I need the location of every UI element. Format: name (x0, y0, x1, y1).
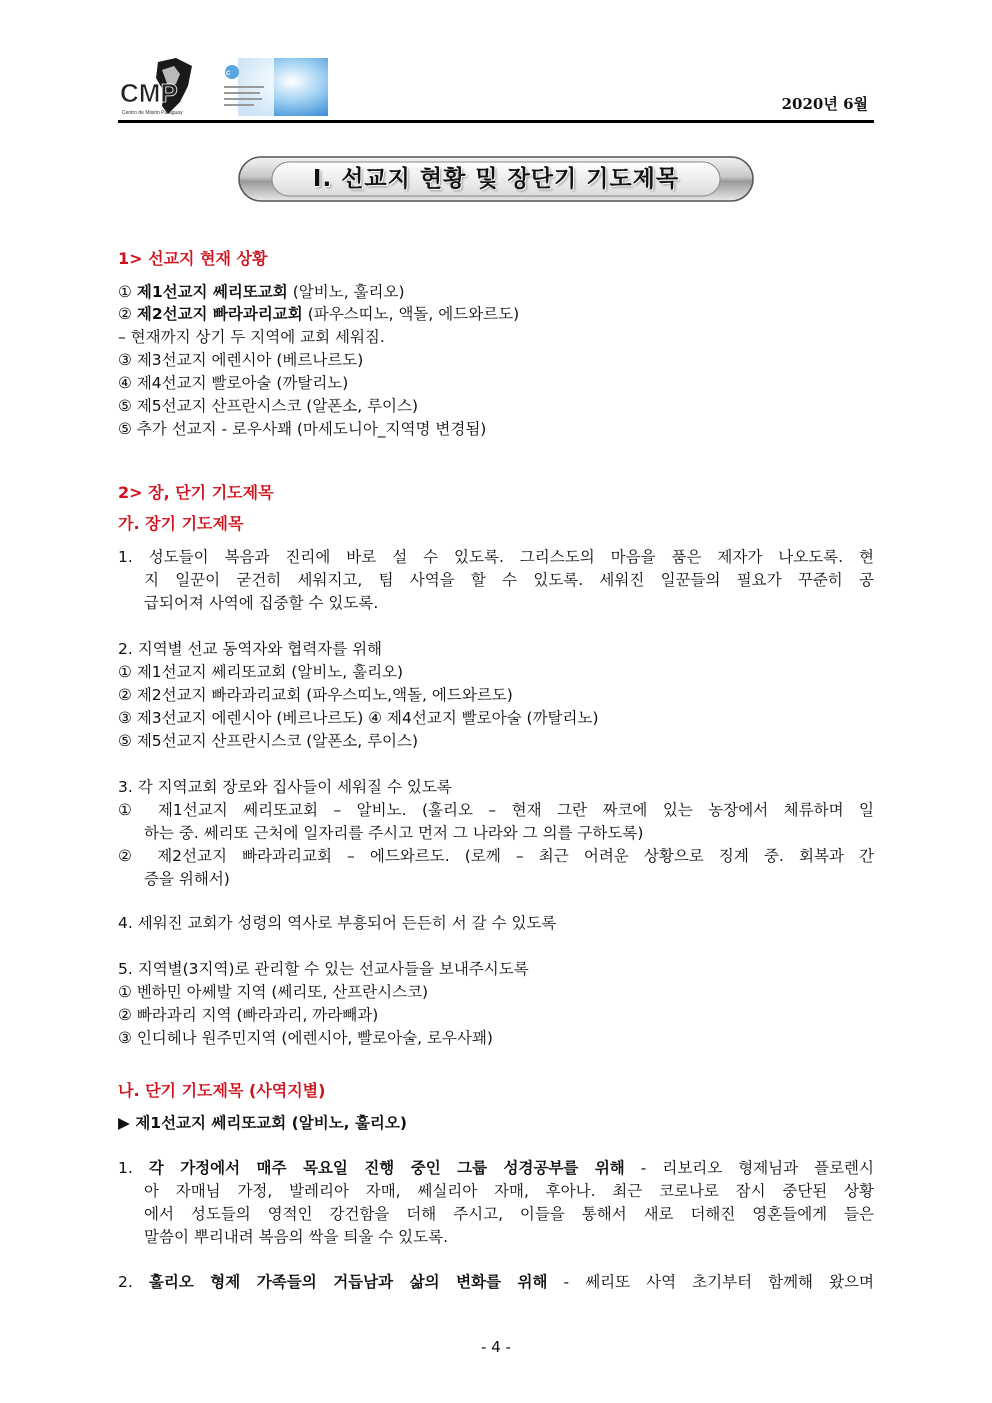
list-item: ③ 제3선교지 에렌시아 (베르나르도) (118, 351, 364, 369)
list-item: ③ 인디헤나 원주민지역 (에렌시아, 빨로아술, 로우사꽤) (118, 1029, 493, 1047)
paragraph-line: 5. 지역별(3지역)로 관리할 수 있는 선교사들을 보내주시도록 (118, 960, 529, 978)
list-item: 증을 위해서) (144, 870, 230, 888)
list-item: ② 제2선교지 빠라과리교회 – 에드와르도. (로께 – 최근 어려운 상황으로 징계 중. 회복과 간 (118, 847, 874, 865)
header-divider (118, 120, 874, 123)
subsection-short-term-heading: 나. 단기 기도제목 (사역지별) (118, 1081, 326, 1100)
page-header (118, 52, 874, 120)
svg-text:C: C (226, 71, 231, 77)
section-2-heading: 2> 장, 단기 기도제목 (118, 483, 274, 502)
paragraph-line: 2. 지역별 선교 동역자와 협력자를 위해 (118, 640, 383, 658)
list-item: ① 제1선교지 쎄리또교회 (알비노, 훌리오) (118, 283, 405, 301)
paragraph-line: 4. 세워진 교회가 성령의 역사로 부흥되어 든든히 서 갈 수 있도록 (118, 914, 557, 932)
paragraph-line: 급되어져 사역에 집중할 수 있도록. (144, 594, 379, 612)
paragraph-line: 지 일꾼이 굳건히 세워지고, 팀 사역을 할 수 있도록. 세워진 일꾼들의 필요가 꾸준히 공 (144, 571, 874, 589)
list-item: ⑤ 추가 선교지 - 로우사꽤 (마세도니아_지역명 변경됨) (118, 420, 487, 438)
subsection-long-term-heading: 가. 장기 기도제목 (118, 514, 244, 533)
ccmp-logo-icon (218, 58, 328, 116)
paragraph-line: 에서 성도들의 영적인 강건함을 더해 주시고, 이들을 통해서 새로 더해진 영혼들에게 들은 (144, 1205, 874, 1223)
list-item: ③ 제3선교지 에렌시아 (베르나르도) ④ 제4선교지 빨로아술 (까탈리노) (118, 709, 599, 727)
paragraph-line: 2. 훌리오 형제 가족들의 거듭남과 삶의 변화를 위해 - 쎄리또 사역 초기부터 함께해 왔으며 (118, 1273, 875, 1291)
list-item: ① 벤하민 아쎄발 지역 (쎄리또, 산프란시스코) (118, 983, 429, 1001)
header-date: 2020년 6월 (781, 95, 868, 113)
list-item: – 현재까지 상기 두 지역에 교회 세워짐. (118, 328, 385, 346)
list-item: ⑤ 제5선교지 산프란시스코 (알폰소, 루이스) (118, 732, 419, 750)
list-item: ① 제1선교지 쎄리또교회 – 알비노. (훌리오 – 현재 그란 짜코에 있는 농장에서 체류하며 일 (118, 801, 874, 819)
paragraph-line: 아 자매님 가정, 발레리아 자매, 쎄실리아 자매, 후아나. 최근 코로나로 잠시 중단된 상황 (144, 1182, 874, 1200)
svg-text:Centro de Misión Paraguay: Centro de Misión Paraguay (122, 110, 183, 116)
list-item: ② 제2선교지 빠라과리교회 (파우스띠노, 액돌, 에드와르도) (118, 305, 520, 323)
list-item: ④ 제4선교지 빨로아술 (까탈리노) (118, 374, 349, 392)
page-number: - 4 - (481, 1338, 511, 1356)
mission-site-heading: ▶ 제1선교지 쎄리또교회 (알비노, 훌리오) (118, 1114, 407, 1132)
section-1-heading: 1> 선교지 현재 상황 (118, 249, 268, 268)
list-item: 하는 중. 쎄리또 근처에 일자리를 주시고 먼저 그 나라와 그 의를 구하도록) (144, 824, 644, 842)
list-item: ⑤ 제5선교지 산프란시스코 (알폰소, 루이스) (118, 397, 419, 415)
paragraph-line: 1. 성도들이 복음과 진리에 바로 설 수 있도록. 그리스도의 마음을 품은 제자가 나오도록. 현 (118, 548, 874, 566)
paragraph-line: 말씀이 뿌리내려 복음의 싹을 틔울 수 있도록. (144, 1228, 449, 1246)
list-item: ① 제1선교지 쎄리또교회 (알비노, 훌리오) (118, 663, 404, 681)
cmp-logo-icon (118, 56, 210, 118)
paragraph-line: 3. 각 지역교회 장로와 집사들이 세워질 수 있도록 (118, 778, 452, 796)
page-title: Ⅰ. 선교지 현황 및 장단기 기도제목 (312, 166, 680, 192)
list-item: ② 빠라과리 지역 (빠라과리, 까라빼과) (118, 1006, 379, 1024)
svg-text:CMP: CMP (120, 78, 178, 108)
list-item: ② 제2선교지 빠라과리교회 (파우스띠노,액돌, 에드와르도) (118, 686, 513, 704)
section-title-banner (238, 156, 754, 202)
paragraph-line: 1. 각 가정에서 매주 목요일 진행 중인 그룹 성경공부를 위해 - 리보리오 형제님과 플로렌시 (118, 1159, 875, 1177)
